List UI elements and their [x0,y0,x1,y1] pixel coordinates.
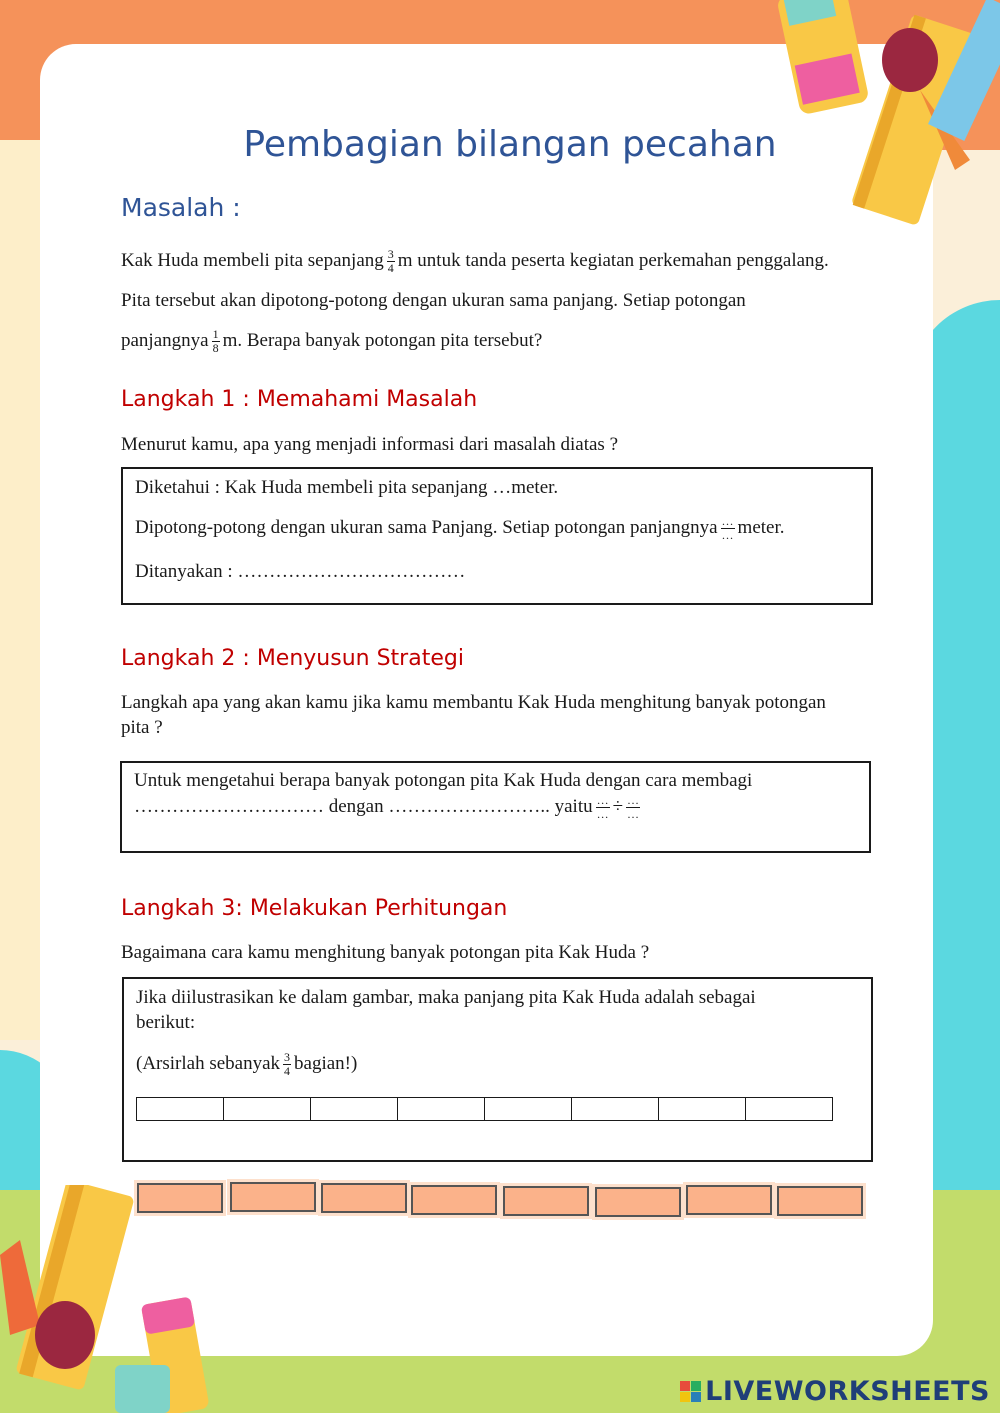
potongan-line-before: Dipotong-potong dengan ukuran sama Panjang. Setiap potongan panjangnya [135,516,718,538]
fraction-numerator: 3 [284,1050,291,1064]
shade-tile[interactable] [777,1186,863,1216]
logo-square [691,1392,701,1402]
ditanyakan-line: Ditanyakan : ……………………………… [135,561,466,582]
ilustrasi-line-1: Jika diilustrasikan ke dalam gambar, maka panjang pita Kak Huda adalah sebagai [136,987,756,1008]
shade-tile[interactable] [411,1185,497,1215]
langkah1-heading: Langkah 1 : Memahami Masalah [121,387,478,412]
logo-square [691,1381,701,1391]
ribbon-cell[interactable] [659,1098,746,1120]
arsir-after: bagian!) [294,1052,358,1074]
masalah-line-3 [121,328,542,355]
langkah2-answer-box[interactable] [120,761,871,853]
potongan-line-after: meter. [737,516,785,538]
strategi-line2-before: ………………………… dengan …………………….. yaitu [134,795,593,817]
strategi-line-2 [134,794,643,821]
ribbon-cell[interactable] [224,1098,311,1120]
fraction-one-eighth [212,328,220,355]
ribbon-cell[interactable] [311,1098,398,1120]
potongan-line [135,515,785,542]
fraction-numerator: 3 [387,247,394,261]
shade-tile[interactable] [137,1183,223,1213]
liveworksheets-brand[interactable] [680,1376,990,1407]
ribbon-cell[interactable] [398,1098,485,1120]
langkah3-answer-box [122,977,873,1162]
shade-tile[interactable] [230,1182,316,1212]
masalah-line1-before: Kak Huda membeli pita sepanjang [121,249,384,271]
ilustrasi-line-2: berikut: [136,1012,196,1033]
fraction-denominator: 8 [212,341,219,355]
diketahui-line: Diketahui : Kak Huda membeli pita sepanjang …meter. [135,477,559,498]
strategi-line-1: Untuk mengetahui berapa banyak potongan pita Kak Huda dengan cara membagi [134,770,753,791]
shade-tile[interactable] [321,1183,407,1213]
ribbon-cell[interactable] [485,1098,572,1120]
divide-sign: ÷ [612,795,624,817]
fraction-denominator: … [596,807,609,821]
fraction-numerator: … [596,793,609,807]
ribbon-strip [136,1097,833,1121]
masalah-line3-before: panjangnya [121,329,209,351]
logo-square [680,1392,690,1402]
fraction-blank[interactable] [721,515,735,542]
masalah-line3-after: m. Berapa banyak potongan pita tersebut? [222,329,543,351]
shade-tile[interactable] [595,1187,681,1217]
masalah-line1-after: m untuk tanda peserta kegiatan perkemahan penggalang. [397,249,829,271]
logo-square [680,1381,690,1391]
arsir-before: (Arsirlah sebanyak [136,1052,281,1074]
fraction-three-quarters [283,1051,291,1078]
fraction-denominator: … [721,528,734,542]
masalah-line-2: Pita tersebut akan dipotong-potong dengan ukuran sama panjang. Setiap potongan [121,290,746,311]
langkah3-heading: Langkah 3: Melakukan Perhitungan [121,896,508,921]
arsir-instruction [136,1051,357,1078]
fraction-numerator: 1 [212,327,219,341]
page-title: Pembagian bilangan pecahan [243,124,777,165]
fraction-denominator: 4 [284,1064,291,1078]
liveworksheets-logo-icon [680,1381,701,1402]
shade-tile[interactable] [503,1186,589,1216]
fraction-denominator: … [627,807,640,821]
ribbon-cell[interactable] [746,1098,832,1120]
langkah2-question-line-2: pita ? [121,717,163,738]
masalah-heading: Masalah : [121,193,241,222]
fraction-blank-a[interactable] [596,794,610,821]
shading-tiles [137,1180,867,1220]
langkah1-answer-box[interactable] [121,467,873,605]
langkah1-question: Menurut kamu, apa yang menjadi informasi dari masalah diatas ? [121,434,619,455]
ribbon-cell[interactable] [137,1098,224,1120]
brand-text: LIVEWORKSHEETS [705,1376,990,1407]
shade-tile[interactable] [686,1185,772,1215]
ribbon-cell[interactable] [572,1098,659,1120]
fraction-blank-b[interactable] [626,794,640,821]
stationery-top-right-illustration [770,0,1000,230]
fraction-numerator: … [627,793,640,807]
fraction-numerator: … [721,514,734,528]
fraction-denominator: 4 [387,261,394,275]
langkah3-question: Bagaimana cara kamu menghitung banyak potongan pita Kak Huda ? [121,942,650,963]
fraction-three-quarters [387,248,395,275]
langkah2-heading: Langkah 2 : Menyusun Strategi [121,646,464,671]
langkah2-question-line-1: Langkah apa yang akan kamu jika kamu membantu Kak Huda menghitung banyak potongan [121,692,826,713]
masalah-line-1 [121,248,829,275]
